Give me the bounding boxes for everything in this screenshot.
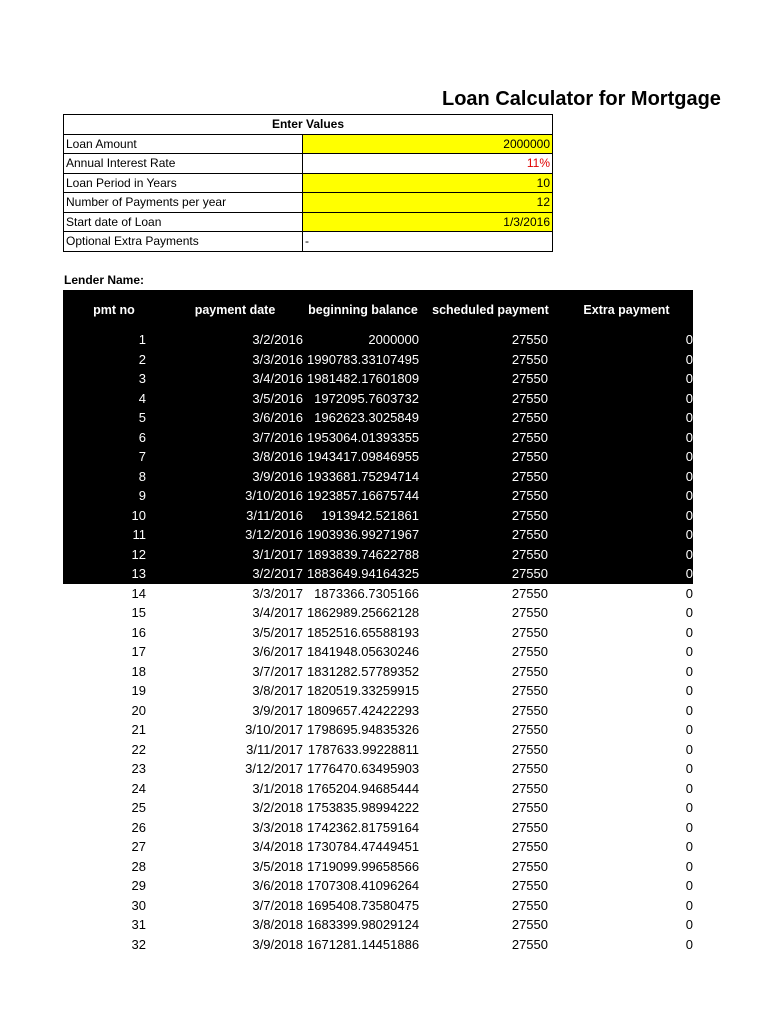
schedule-cell: 3/6/2017 (252, 644, 303, 660)
schedule-cell: 3/4/2016 (165, 369, 305, 389)
schedule-cell: 14 (131, 585, 146, 601)
schedule-cell: 1820519.33259915 (307, 683, 420, 699)
schedule-cell: 3/2/2016 (165, 330, 305, 350)
schedule-cell: 3/3/2018 (252, 819, 303, 835)
schedule-cell: 27550 (511, 917, 548, 933)
input-row (64, 212, 553, 232)
schedule-header-row (63, 290, 693, 330)
schedule-cell: 0 (685, 839, 693, 855)
input-label: Number of Payments per year (64, 193, 303, 213)
schedule-cell: 1893839.74622788 (305, 545, 421, 565)
schedule-cell: 1981482.17601809 (305, 369, 421, 389)
schedule-cell: 3/2/2018 (252, 800, 303, 816)
schedule-cell: 27550 (511, 585, 548, 601)
schedule-cell: 27550 (511, 683, 548, 699)
table-row (63, 389, 693, 409)
schedule-cell: 3/6/2016 (165, 408, 305, 428)
schedule-cell: 0 (685, 741, 693, 757)
schedule-cell: 3/5/2016 (165, 389, 305, 409)
schedule-cell: 1913942.521861 (305, 506, 421, 526)
table-row (63, 896, 693, 916)
table-row (63, 876, 693, 896)
schedule-cell: 27550 (511, 936, 548, 952)
schedule-column-header: scheduled payment (421, 290, 560, 330)
schedule-cell: 27550 (511, 624, 548, 640)
schedule-cell: 1719099.99658566 (307, 858, 420, 874)
schedule-cell: 0 (560, 506, 693, 526)
input-row (64, 154, 553, 174)
schedule-column-header: payment date (165, 290, 305, 330)
schedule-cell: 28 (131, 858, 146, 874)
table-row (63, 350, 693, 370)
schedule-cell: 29 (131, 878, 146, 894)
schedule-cell: 3/7/2018 (252, 897, 303, 913)
schedule-cell: 16 (131, 624, 146, 640)
table-row (63, 545, 693, 565)
schedule-cell: 31 (131, 917, 146, 933)
schedule-cell: 0 (560, 330, 693, 350)
schedule-cell: 27550 (511, 605, 548, 621)
schedule-column-header: beginning balance (305, 290, 421, 330)
schedule-cell: 27550 (511, 644, 548, 660)
input-value-cell[interactable]: 2000000 (303, 134, 553, 154)
schedule-cell: 1798695.94835326 (307, 722, 420, 738)
input-label: Annual Interest Rate (64, 154, 303, 174)
schedule-cell: 27550 (421, 525, 560, 545)
schedule-cell: 1831282.57789352 (307, 663, 420, 679)
input-value-cell[interactable]: 1/3/2016 (303, 212, 553, 232)
schedule-cell: 27550 (511, 663, 548, 679)
schedule-cell: 0 (560, 447, 693, 467)
schedule-cell: 0 (685, 663, 693, 679)
amortization-schedule (63, 290, 693, 952)
schedule-cell: 1671281.14451886 (307, 936, 420, 952)
schedule-cell: 1943417.09846955 (305, 447, 421, 467)
schedule-cell: 4 (63, 389, 165, 409)
schedule-cell: 3/1/2017 (165, 545, 305, 565)
table-row (63, 525, 693, 545)
table-row (63, 935, 693, 955)
schedule-cell: 27550 (511, 761, 548, 777)
schedule-cell: 1953064.01393355 (305, 428, 421, 448)
schedule-cell: 1841948.05630246 (307, 644, 420, 660)
schedule-cell: 27550 (511, 800, 548, 816)
schedule-cell: 27550 (421, 369, 560, 389)
schedule-cell: 12 (63, 545, 165, 565)
input-label: Optional Extra Payments (64, 232, 303, 252)
schedule-cell: 0 (560, 428, 693, 448)
schedule-cell: 27550 (421, 486, 560, 506)
table-row (63, 857, 693, 877)
schedule-cell: 0 (560, 545, 693, 565)
schedule-cell: 27 (131, 839, 146, 855)
lender-name-label: Lender Name: (64, 273, 145, 287)
schedule-cell: 3/9/2016 (165, 467, 305, 487)
schedule-cell: 0 (560, 525, 693, 545)
table-row (63, 837, 693, 857)
schedule-cell: 0 (560, 369, 693, 389)
schedule-cell: 27550 (511, 897, 548, 913)
input-label: Loan Period in Years (64, 173, 303, 193)
schedule-cell: 1776470.63495903 (307, 761, 420, 777)
schedule-cell: 3/8/2018 (252, 917, 303, 933)
input-label: Loan Amount (64, 134, 303, 154)
schedule-cell: 1730784.47449451 (307, 839, 420, 855)
input-values-table (63, 114, 553, 252)
input-header-row (64, 115, 553, 135)
schedule-cell: 1962623.3025849 (305, 408, 421, 428)
input-value-cell[interactable]: 11% (303, 154, 553, 174)
schedule-cell: 7 (63, 447, 165, 467)
table-row (63, 662, 693, 682)
schedule-cell: 17 (131, 644, 146, 660)
input-row (64, 173, 553, 193)
schedule-cell: 1903936.99271967 (305, 525, 421, 545)
schedule-cell: 3/6/2018 (252, 878, 303, 894)
schedule-cell: 23 (131, 761, 146, 777)
table-row (63, 759, 693, 779)
schedule-cell: 1862989.25662128 (307, 605, 420, 621)
schedule-cell: 3/12/2017 (245, 761, 303, 777)
schedule-cell: 3/9/2017 (252, 702, 303, 718)
schedule-cell: 0 (685, 683, 693, 699)
schedule-cell: 27550 (511, 741, 548, 757)
schedule-cell: 0 (685, 585, 693, 601)
input-row (64, 193, 553, 213)
table-row (63, 369, 693, 389)
input-value-cell[interactable]: - (303, 232, 553, 252)
table-row (63, 740, 693, 760)
schedule-cell: 27550 (421, 389, 560, 409)
input-row (64, 232, 553, 252)
schedule-cell: 27550 (511, 878, 548, 894)
table-row (63, 564, 693, 584)
schedule-cell: 27550 (421, 564, 560, 584)
schedule-cell: 10 (63, 506, 165, 526)
schedule-cell: 3/8/2016 (165, 447, 305, 467)
table-row (63, 447, 693, 467)
schedule-cell: 0 (685, 878, 693, 894)
schedule-cell: 0 (685, 780, 693, 796)
schedule-cell: 3/5/2018 (252, 858, 303, 874)
schedule-cell: 3/8/2017 (252, 683, 303, 699)
schedule-cell: 30 (131, 897, 146, 913)
schedule-cell: 1883649.94164325 (305, 564, 421, 584)
schedule-cell: 1 (63, 330, 165, 350)
schedule-cell: 1765204.94685444 (307, 780, 420, 796)
schedule-cell: 0 (685, 858, 693, 874)
schedule-cell: 0 (685, 819, 693, 835)
schedule-cell: 27550 (421, 447, 560, 467)
table-row (63, 506, 693, 526)
schedule-cell: 1873366.7305166 (314, 585, 419, 601)
table-row (63, 330, 693, 350)
schedule-cell: 3/12/2016 (165, 525, 305, 545)
schedule-cell: 24 (131, 780, 146, 796)
input-label: Start date of Loan (64, 212, 303, 232)
input-row (64, 134, 553, 154)
schedule-cell: 0 (685, 917, 693, 933)
schedule-cell: 3/3/2017 (252, 585, 303, 601)
schedule-cell: 1852516.65588193 (307, 624, 420, 640)
schedule-cell: 32 (131, 936, 146, 952)
input-header: Enter Values (64, 115, 553, 135)
schedule-cell: 0 (560, 564, 693, 584)
schedule-cell: 3/5/2017 (252, 624, 303, 640)
schedule-column-header: Extra payment (560, 290, 693, 330)
schedule-cell: 3/3/2016 (165, 350, 305, 370)
schedule-cell: 27550 (421, 350, 560, 370)
schedule-cell: 3/1/2018 (252, 780, 303, 796)
table-row (63, 584, 693, 604)
schedule-cell: 27550 (421, 506, 560, 526)
schedule-cell: 0 (685, 624, 693, 640)
table-row (63, 798, 693, 818)
schedule-cell: 22 (131, 741, 146, 757)
schedule-cell: 3/2/2017 (165, 564, 305, 584)
schedule-cell: 3/10/2017 (245, 722, 303, 738)
schedule-cell: 0 (685, 702, 693, 718)
schedule-cell: 1787633.99228811 (307, 741, 419, 757)
schedule-cell: 27550 (421, 428, 560, 448)
schedule-cell: 15 (131, 605, 146, 621)
schedule-cell: 3 (63, 369, 165, 389)
schedule-cell: 1933681.75294714 (305, 467, 421, 487)
schedule-cell: 0 (685, 800, 693, 816)
schedule-cell: 3/7/2016 (165, 428, 305, 448)
schedule-cell: 3/9/2018 (252, 936, 303, 952)
schedule-cell: 3/11/2016 (165, 506, 305, 526)
schedule-cell: 27550 (511, 702, 548, 718)
schedule-cell: 27550 (511, 780, 548, 796)
page-title: Loan Calculator for Mortgage (442, 88, 721, 110)
schedule-cell: 8 (63, 467, 165, 487)
schedule-cell: 27550 (511, 858, 548, 874)
table-row (63, 701, 693, 721)
schedule-cell: 1742362.81759164 (307, 819, 420, 835)
schedule-cell: 6 (63, 428, 165, 448)
schedule-cell: 3/4/2018 (252, 839, 303, 855)
table-row (63, 428, 693, 448)
schedule-cell: 11 (63, 525, 165, 545)
schedule-cell: 3/10/2016 (165, 486, 305, 506)
table-row (63, 681, 693, 701)
input-value-cell[interactable]: 10 (303, 173, 553, 193)
schedule-cell: 0 (685, 897, 693, 913)
schedule-cell: 0 (685, 761, 693, 777)
table-row (63, 642, 693, 662)
schedule-table (63, 290, 693, 954)
schedule-cell: 2000000 (305, 330, 421, 350)
table-row (63, 486, 693, 506)
schedule-cell: 0 (560, 408, 693, 428)
schedule-cell: 0 (685, 605, 693, 621)
table-row (63, 408, 693, 428)
table-row (63, 603, 693, 623)
schedule-cell: 0 (685, 644, 693, 660)
schedule-cell: 27550 (511, 839, 548, 855)
schedule-cell: 20 (131, 702, 146, 718)
schedule-cell: 1707308.41096264 (307, 878, 420, 894)
table-row (63, 623, 693, 643)
schedule-cell: 21 (131, 722, 146, 738)
schedule-cell: 0 (685, 722, 693, 738)
schedule-cell: 26 (131, 819, 146, 835)
schedule-cell: 1753835.98994222 (307, 800, 420, 816)
schedule-cell: 25 (131, 800, 146, 816)
schedule-cell: 1809657.42422293 (307, 702, 420, 718)
schedule-cell: 0 (685, 936, 693, 952)
schedule-cell: 27550 (421, 330, 560, 350)
schedule-cell: 19 (131, 683, 146, 699)
schedule-cell: 0 (560, 486, 693, 506)
schedule-cell: 2 (63, 350, 165, 370)
schedule-cell: 5 (63, 408, 165, 428)
schedule-cell: 13 (63, 564, 165, 584)
table-row (63, 915, 693, 935)
schedule-cell: 18 (131, 663, 146, 679)
schedule-cell: 0 (560, 389, 693, 409)
schedule-cell: 27550 (511, 722, 548, 738)
schedule-cell: 1683399.98029124 (307, 917, 420, 933)
schedule-cell: 1695408.73580475 (307, 897, 420, 913)
schedule-cell: 3/7/2017 (252, 663, 303, 679)
schedule-cell: 0 (560, 467, 693, 487)
schedule-cell: 3/4/2017 (252, 605, 303, 621)
table-row (63, 720, 693, 740)
table-row (63, 467, 693, 487)
table-row (63, 818, 693, 838)
schedule-cell: 1990783.33107495 (305, 350, 421, 370)
schedule-cell: 27550 (421, 545, 560, 565)
schedule-cell: 27550 (421, 467, 560, 487)
schedule-cell: 1923857.16675744 (305, 486, 421, 506)
page-title-bar (0, 86, 721, 116)
schedule-cell: 0 (560, 350, 693, 370)
schedule-cell: 9 (63, 486, 165, 506)
schedule-cell: 27550 (511, 819, 548, 835)
input-value-cell[interactable]: 12 (303, 193, 553, 213)
schedule-column-header: pmt no (63, 290, 165, 330)
schedule-cell: 3/11/2017 (246, 741, 303, 757)
table-row (63, 779, 693, 799)
schedule-cell: 1972095.7603732 (305, 389, 421, 409)
schedule-cell: 27550 (421, 408, 560, 428)
